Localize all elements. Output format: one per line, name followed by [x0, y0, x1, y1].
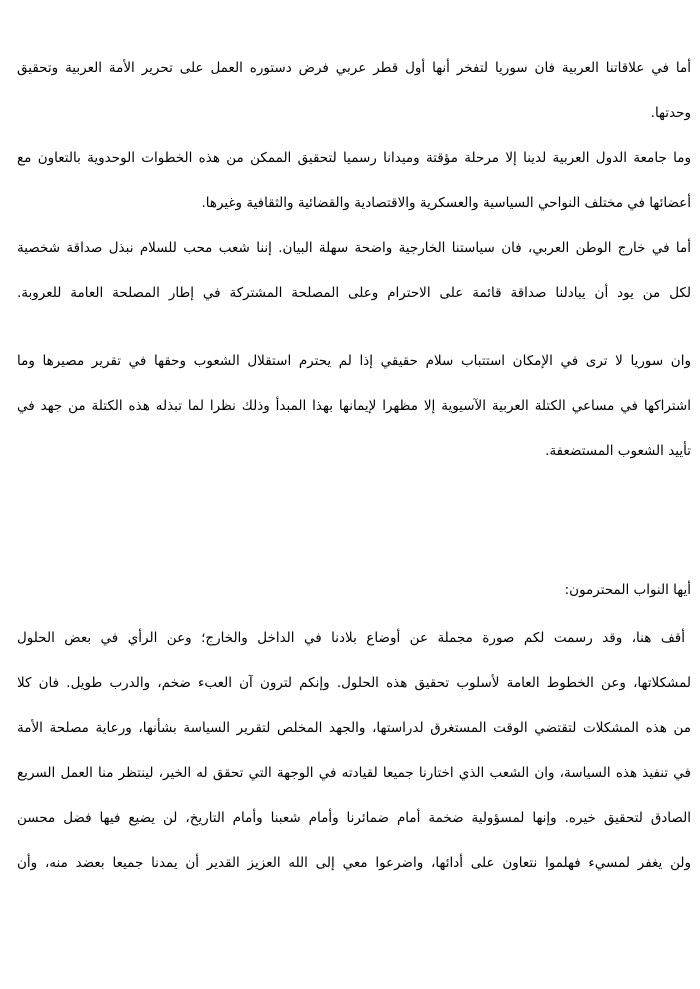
text-line: أما في علاقاتنا العربية فان سوريا لتفخر أنها أول قطر عربي فرض دستوره العمل على تحرير الأمة العربية وتحقيق	[17, 60, 691, 76]
text-line: وما جامعة الدول العربية لدينا إلا مرحلة مؤقتة وميدانا رسميا لتحقيق الممكن من هذه الخطوات الوحدوية بالتعاون مع	[17, 150, 691, 166]
text-line: وان سوريا لا ترى في الإمكان استتباب سلام حقيقي إذا لم يحترم استقلال الشعوب وحقها في تقرير مصيرها وما	[17, 353, 691, 369]
section-heading: أيها النواب المحترمون:	[564, 582, 691, 598]
text-line: لكل من يود أن يبادلنا صداقة قائمة على الاحترام وعلى المصلحة المشتركة في إطار المصلحة العامة للعروبة.	[17, 285, 691, 301]
text-line: الصادق لتحقيق خيره. وإنها لمسؤولية ضخمة أمام ضمائرنا وأمام شعبنا وأمام التاريخ، لن يضيع فيها فضل محسن	[17, 810, 691, 826]
text-line: من هذه المشكلات لتقتضي الوقت المستغرق لدراستها، والجهد المخلص لتقرير السياسة بشأنها، ورعاية مصلحة الأمة	[17, 720, 691, 736]
text-line: في تنفيذ هذه السياسة، وان الشعب الذي اختارنا جميعا لقيادته في الوجهة التي تحقق له الخير، لينتظر منا العمل السريع	[17, 765, 691, 781]
text-line: تأييد الشعوب المستضعفة.	[545, 443, 691, 459]
paragraph-gap	[17, 316, 691, 339]
text-line: اشتراكها في مساعي الكتلة العربية الآسيوية إلا مظهرا لإيمانها بهذا المبدأ وذلك نظرا لما تبذله هذه الكتلة من جهد في	[17, 398, 691, 414]
text-line: أعضائها في مختلف النواحي السياسية والعسكرية والاقتصادية والقضائية والثقافية وغيرها.	[201, 195, 691, 211]
text-line: ولن يغفر لمسيء فهلموا نتعاون على أدائها، واضرعوا معي إلى الله العزيز القدير أن يمدنا جميعا بعضد منه، وأن	[17, 855, 691, 871]
section-gap	[17, 474, 691, 568]
text-line: لمشكلاتها، وعن الخطوط العامة لأسلوب تحقيق هذه الحلول. وإنكم لترون آن العبء ضخم، والدرب طويل. فان كلا	[17, 675, 691, 691]
text-line: وحدتها.	[650, 105, 691, 121]
text-line: أقف هنا، وقد رسمت لكم صورة مجملة عن أوضاع بلادنا في الداخل والخارج؛ وعن الرأي في بعض الحلول	[17, 630, 685, 646]
text-line: أما في خارج الوطن العربي، فان سياستنا الخارجية واضحة سهلة البيان. إننا شعب محب للسلام نبذل صداقة شخصية	[17, 240, 691, 256]
